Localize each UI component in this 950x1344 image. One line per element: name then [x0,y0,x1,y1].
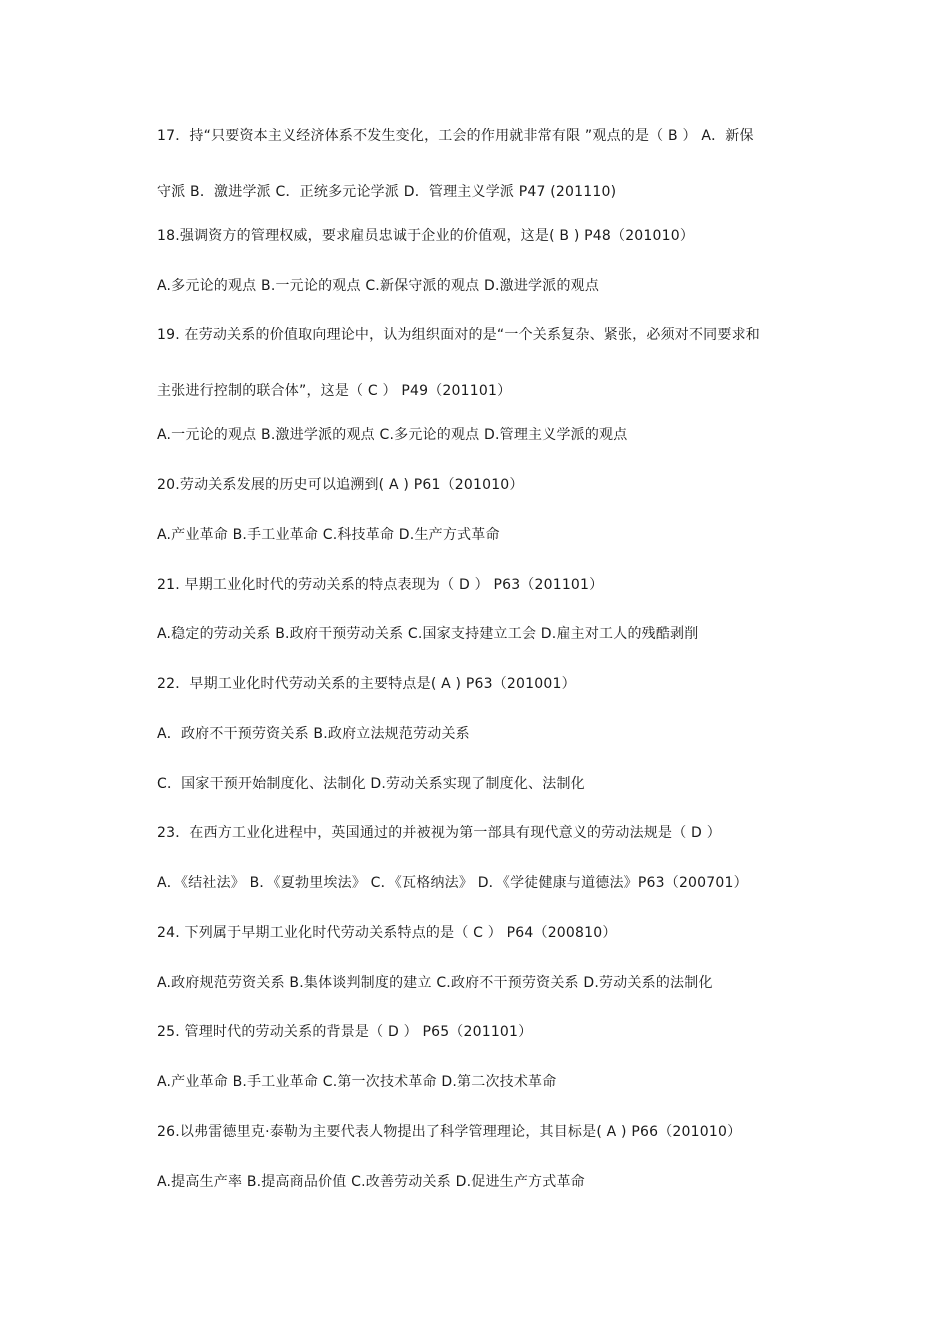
question-21-options: A.稳定的劳动关系 B.政府干预劳动关系 C.国家支持建立工会 D.雇主对工人的残酷剥削 [157,626,699,642]
question-25: 25. 管理时代的劳动关系的背景是（ D ） P65（201101） [157,1024,533,1040]
question-23-options: A．《结社法》 B．《夏勃里埃法》 C．《瓦格纳法》 D．《学徒健康与道德法》P63（200701） [157,875,748,891]
question-20-options: A.产业革命 B.手工业革命 C.科技革命 D.生产方式革命 [157,527,500,543]
question-22-options-1: A．政府不干预劳资关系 B.政府立法规范劳动关系 [157,726,470,742]
question-19-options: A.一元论的观点 B.激进学派的观点 C.多元论的观点 D.管理主义学派的观点 [157,427,628,443]
question-24: 24. 下列属于早期工业化时代劳动关系特点的是（ C ） P64（200810） [157,925,617,941]
question-20: 20.劳动关系发展的历史可以追溯到( A ) P61（201010） [157,477,524,493]
question-26: 26.以弗雷德里克·泰勒为主要代表人物提出了科学管理理论，其目标是( A ) P66（201010） [157,1124,742,1140]
question-18: 18.强调资方的管理权威，要求雇员忠诚于企业的价值观，这是( B ) P48（201010） [157,228,695,244]
question-17-line-2: 守派 B．激进学派 C．正统多元论学派 D．管理主义学派 P47 (201110) [157,184,617,200]
question-18-options: A.多元论的观点 B.一元论的观点 C.新保守派的观点 D.激进学派的观点 [157,278,600,294]
question-19-line-1: 19. 在劳动关系的价值取向理论中，认为组织面对的是“一个关系复杂、紧张，必须对不同要求和 [157,327,760,343]
question-24-options: A.政府规范劳资关系 B.集体谈判制度的建立 C.政府不干预劳资关系 D.劳动关系的法制化 [157,975,713,991]
question-17-line-1: 17．持“只要资本主义经济体系不发生变化，工会的作用就非常有限 ”观点的是（ B ） A．新保 [157,128,754,144]
question-19-line-2: 主张进行控制的联合体”，这是（ C ） P49（201101） [157,383,512,399]
question-22-options-2: C．国家干预开始制度化、法制化 D.劳动关系实现了制度化、法制化 [157,776,585,792]
question-25-options: A.产业革命 B.手工业革命 C.第一次技术革命 D.第二次技术革命 [157,1074,557,1090]
question-26-options: A.提高生产率 B.提高商品价值 C.改善劳动关系 D.促进生产方式革命 [157,1174,585,1190]
question-23: 23．在西方工业化进程中，英国通过的并被视为第一部具有现代意义的劳动法规是（ D ） [157,825,721,841]
question-22: 22．早期工业化时代劳动关系的主要特点是( A ) P63（201001） [157,676,576,692]
question-21: 21. 早期工业化时代的劳动关系的特点表现为（ D ） P63（201101） [157,577,604,593]
